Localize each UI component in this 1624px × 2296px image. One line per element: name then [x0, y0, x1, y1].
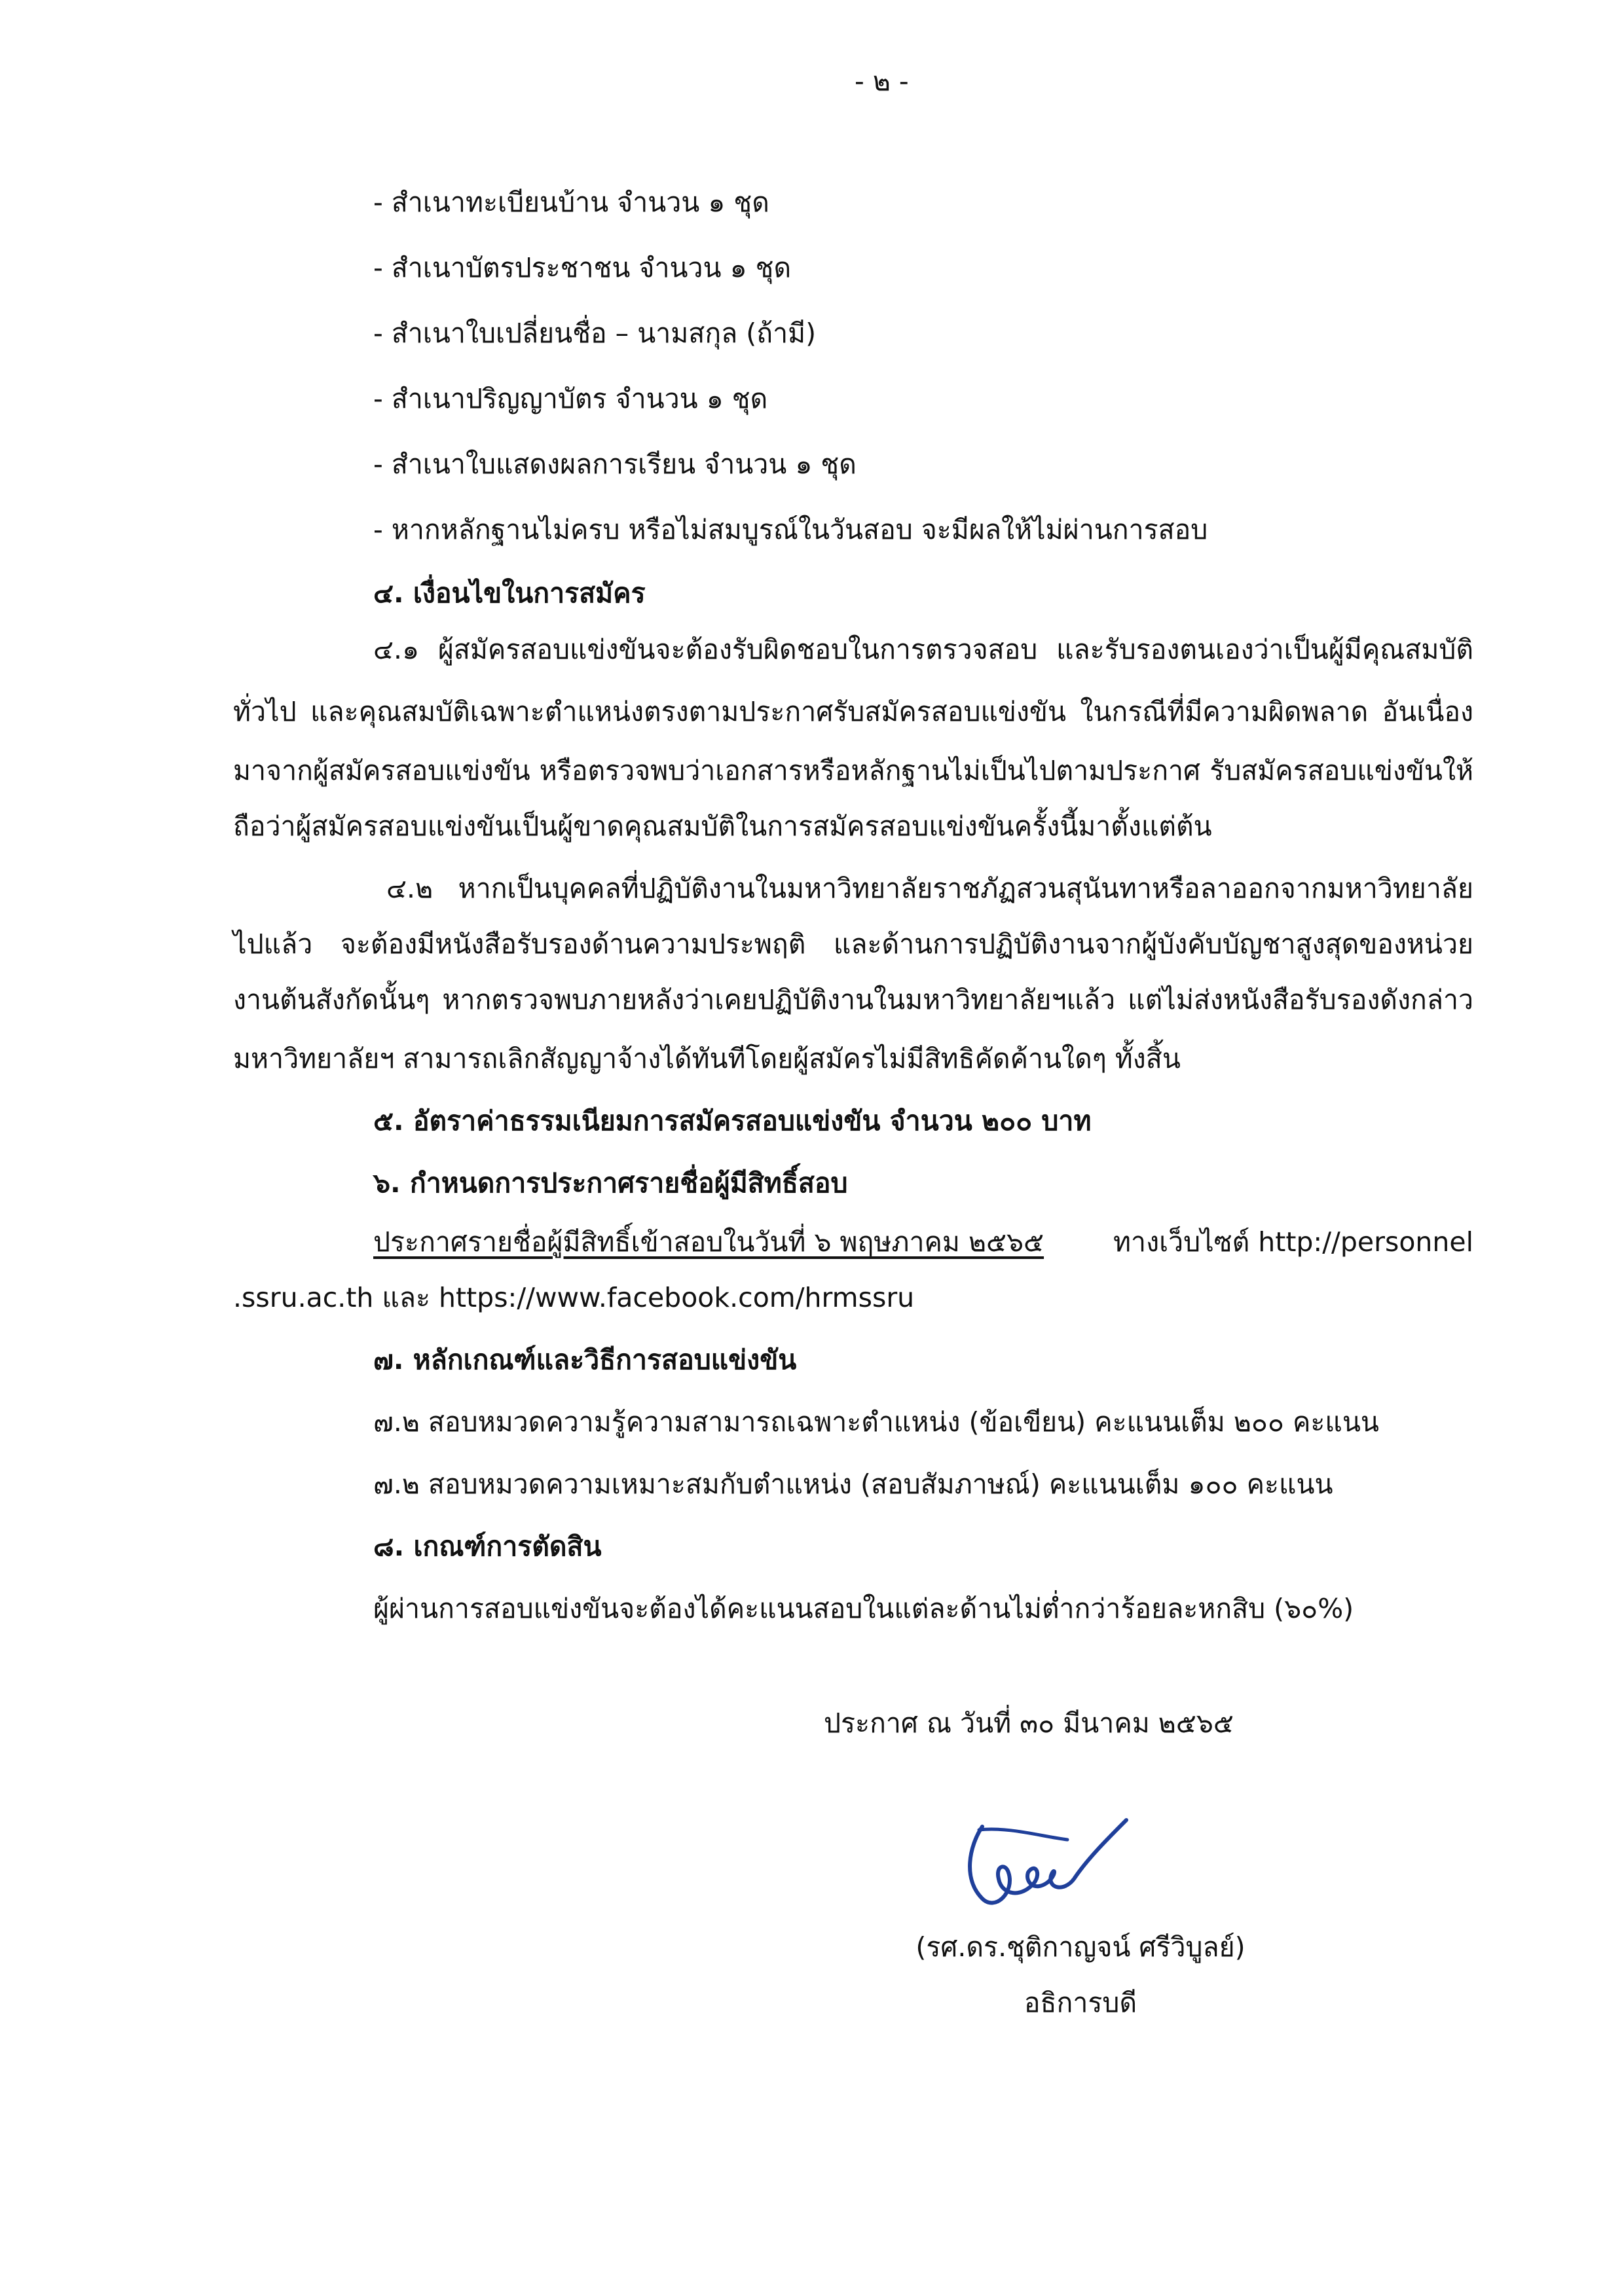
- announcement-line: ประกาศ ณ วันที่ ๓๐ มีนาคม ๒๕๖๕: [824, 1707, 1234, 1739]
- section-4-heading: ๔. เงื่อนไขในการสมัคร: [373, 577, 646, 609]
- announcement-date-underlined: ประกาศรายชื่อผู้มีสิทธิ์เข้าสอบในวันที่ ๖ พฤษภาคม ๒๕๖๕: [373, 1226, 1044, 1258]
- section-8-heading: ๘. เกณฑ์การตัดสิน: [373, 1531, 602, 1562]
- signer-name: (รศ.ดร.ชุติกาญจน์ ศรีวิบูลย์): [915, 1931, 1246, 1963]
- section-5-heading: ๕. อัตราค่าธรรมเนียมการสมัครสอบแข่งขัน จำนวน ๒๐๐ บาท: [373, 1105, 1092, 1137]
- section-8-text: ผู้ผ่านการสอบแข่งขันจะต้องได้คะแนนสอบในแต่ละด้านไม่ต่ำกว่าร้อยละหกสิบ (๖๐%): [373, 1593, 1354, 1624]
- section-4-1-line: ทั่วไป และคุณสมบัติเฉพาะตำแหน่งตรงตามประกาศรับสมัครสอบแข่งขัน ในกรณีที่มีความผิดพลาด อันเนื่อง: [233, 696, 1473, 727]
- signer-title: อธิการบดี: [1024, 1987, 1137, 2018]
- section-4-1-line: ๔.๑ ผู้สมัครสอบแข่งขันจะต้องรับผิดชอบในการตรวจสอบ และรับรองตนเองว่าเป็นผู้มีคุณสมบัติ: [373, 634, 1473, 665]
- section-4-1-line: ถือว่าผู้สมัครสอบแข่งขันเป็นผู้ขาดคุณสมบัติในการสมัครสอบแข่งขันครั้งนี้มาตั้งแต่ต้น: [233, 811, 1212, 842]
- document-item: - สำเนาใบแสดงผลการเรียน จำนวน ๑ ชุด: [373, 448, 857, 480]
- document-item: - หากหลักฐานไม่ครบ หรือไม่สมบูรณ์ในวันสอบ จะมีผลให้ไม่ผ่านการสอบ: [373, 514, 1208, 545]
- exam-item: ๗.๒ สอบหมวดความเหมาะสมกับตำแหน่ง (สอบสัมภาษณ์) คะแนนเต็ม ๑๐๐ คะแนน: [373, 1468, 1333, 1500]
- section-4-2-line: ๔.๒ หากเป็นบุคคลที่ปฏิบัติงานในมหาวิทยาลัยราชภัฏสวนสุนันทาหรือลาออกจากมหาวิทยาลัย: [386, 873, 1473, 904]
- website-text: ทางเว็บไซต์ http://personnel: [1113, 1226, 1473, 1258]
- section-4-2-line: มหาวิทยาลัยฯ สามารถเลิกสัญญาจ้างได้ทันทีโดยผู้สมัครไม่มีสิทธิคัดค้านใดๆ ทั้งสิ้น: [233, 1043, 1181, 1074]
- section-7-heading: ๗. หลักเกณฑ์และวิธีการสอบแข่งขัน: [373, 1344, 797, 1376]
- announcement-date-text: [373, 1226, 1473, 1258]
- section-6-heading: ๖. กำหนดการประกาศรายชื่อผู้มีสิทธิ์สอบ: [373, 1167, 848, 1199]
- signature: [943, 1800, 1153, 1931]
- document-item: - สำเนาใบเปลี่ยนชื่อ – นามสกุล (ถ้ามี): [373, 318, 817, 349]
- exam-item: ๗.๒ สอบหมวดความรู้ความสามารถเฉพาะตำแหน่ง (ข้อเขียน) คะแนนเต็ม ๒๐๐ คะแนน: [373, 1406, 1379, 1438]
- section-4-2-line: ไปแล้ว จะต้องมีหนังสือรับรองด้านความประพฤติ และด้านการปฏิบัติงานจากผู้บังคับบัญชาสูงสุดของหน่วย: [233, 928, 1473, 960]
- document-item: - สำเนาทะเบียนบ้าน จำนวน ๑ ชุด: [373, 187, 769, 218]
- section-4-1-line: มาจากผู้สมัครสอบแข่งขัน หรือตรวจพบว่าเอกสารหรือหลักฐานไม่เป็นไปตามประกาศ รับสมัครสอบแข่งขันให้: [233, 755, 1473, 786]
- page-number: - ๒ -: [855, 65, 909, 97]
- document-item: - สำเนาปริญญาบัตร จำนวน ๑ ชุด: [373, 383, 768, 414]
- website-urls: .ssru.ac.th และ https://www.facebook.com/hrmssru: [233, 1282, 915, 1313]
- document-item: - สำเนาบัตรประชาชน จำนวน ๑ ชุด: [373, 252, 792, 283]
- section-4-2-line: งานต้นสังกัดนั้นๆ หากตรวจพบภายหลังว่าเคยปฏิบัติงานในมหาวิทยาลัยฯแล้ว แต่ไม่ส่งหนังสือรับรองดังกล่าว: [233, 984, 1473, 1015]
